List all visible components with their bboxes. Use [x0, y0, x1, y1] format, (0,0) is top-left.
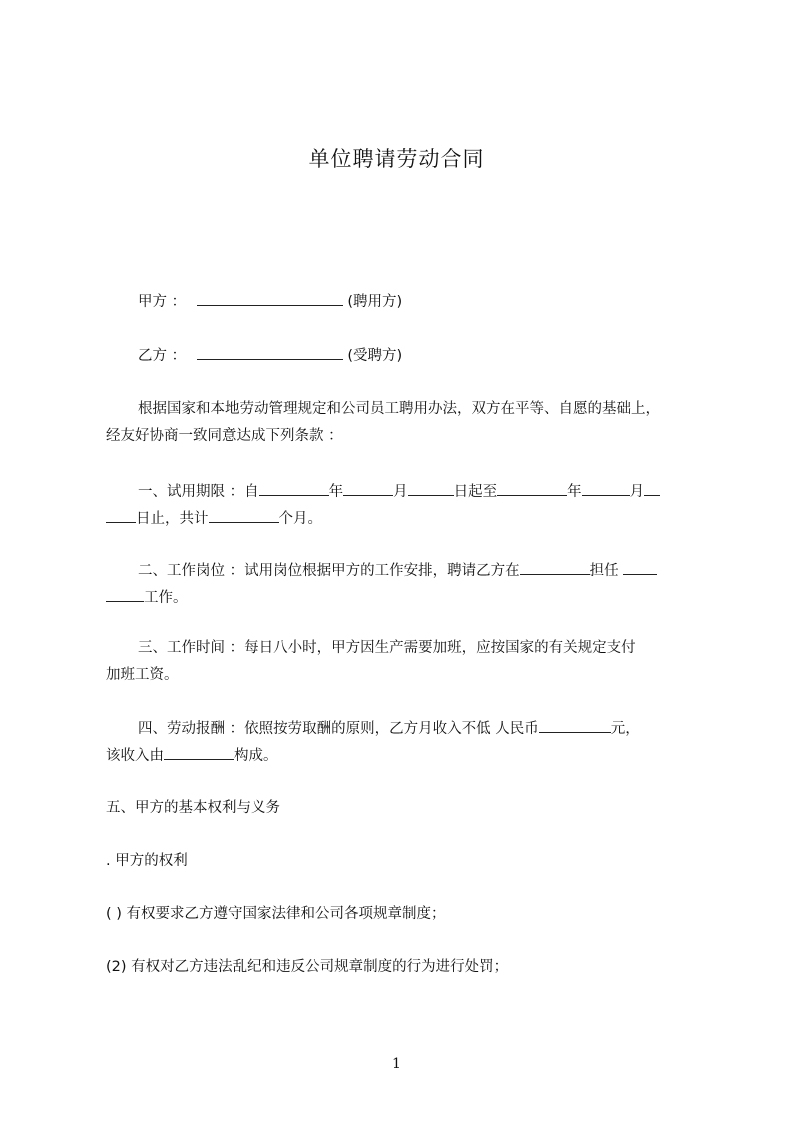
month-label-2: 月 — [629, 484, 645, 500]
preamble-line-2: 经友好协商一致同意达成下列条款 ： — [106, 428, 343, 444]
day-to-label: 日止，共计 — [136, 511, 209, 527]
position-text: 二、工作岗位 ：试用岗位根据甲方的工作安排，聘请乙方在 — [138, 563, 520, 579]
job-blank-part1[interactable] — [623, 560, 657, 575]
month-label: 月 — [393, 484, 408, 500]
page-number: 1 — [392, 1056, 401, 1072]
department-blank[interactable] — [520, 560, 590, 575]
end-month-blank[interactable] — [582, 481, 630, 496]
year-label-2: 年 — [567, 484, 582, 500]
pay-line-2 — [106, 745, 706, 766]
party-a-role: (聘用方) — [347, 294, 403, 310]
months-label: 个月。 — [278, 511, 322, 527]
section-5-heading: 五、甲方的基本权利与义务 — [106, 800, 280, 816]
salary-amount-blank[interactable] — [539, 718, 611, 733]
salary-composition-blank[interactable] — [164, 745, 234, 760]
clause-item-2: (2) 有权对乙方违法乱纪和违反公司规章制度的行为进行处罚； — [106, 959, 509, 975]
pay-composition-label: 该收入由 — [106, 748, 164, 764]
start-day-blank[interactable] — [408, 481, 454, 496]
clause-item-1: ( ) 有权要求乙方遵守国家法律和公司各项规章制度； — [106, 906, 446, 922]
start-year-blank[interactable] — [259, 481, 329, 496]
party-a-blank[interactable] — [197, 291, 343, 306]
probation-line-1 — [106, 481, 738, 502]
yuan-label: 元， — [610, 721, 640, 737]
job-blank-part2[interactable] — [106, 587, 144, 602]
position-line-1 — [106, 560, 738, 581]
party-a-line — [106, 291, 738, 312]
hours-line-1: 三、工作时间 ：每日八小时，甲方因生产需要加班，应按国家的有关规定支付 — [138, 640, 636, 656]
party-b-label: 乙方 ： — [138, 348, 187, 364]
end-day-blank-part1[interactable] — [644, 481, 660, 496]
pay-composition-suffix: 构成。 — [234, 748, 278, 764]
position-line-2 — [106, 587, 706, 608]
document-title: 单位聘请劳动合同 — [308, 147, 485, 171]
end-day-blank-part2[interactable] — [106, 508, 136, 523]
probation-label: 一、试用期限 ：自 — [138, 484, 259, 500]
hours-line-2: 加班工资。 — [106, 667, 179, 683]
subsection-heading: . 甲方的权利 — [106, 853, 188, 869]
party-a-label: 甲方 ： — [138, 294, 187, 310]
position-serve-label: 担任 — [589, 563, 619, 579]
start-month-blank[interactable] — [343, 481, 393, 496]
pay-line-1 — [106, 718, 738, 739]
party-b-role: (受聘方) — [347, 348, 403, 364]
year-label: 年 — [328, 484, 344, 500]
position-work-label: 工作。 — [144, 590, 188, 606]
probation-line-2 — [106, 508, 706, 529]
total-months-blank[interactable] — [209, 508, 279, 523]
pay-text: 四、劳动报酬 ：依照按劳取酬的原则，乙方月收入不低 人民币 — [138, 721, 539, 737]
preamble-line-1: 根据国家和本地劳动管理规定和公司员工聘用办法，双方在平等、自愿的基础上， — [138, 401, 660, 417]
end-year-blank[interactable] — [497, 481, 567, 496]
day-from-label: 日起至 — [453, 484, 498, 500]
party-b-line — [106, 345, 738, 366]
party-b-blank[interactable] — [197, 345, 343, 360]
